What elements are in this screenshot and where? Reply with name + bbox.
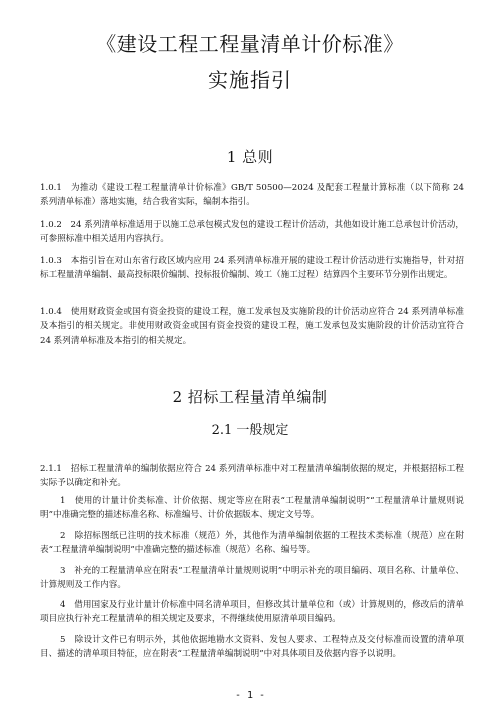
section-2-1-heading: 2.1 一般规定 [211, 423, 289, 438]
list-item-5: 5 除设计文件已有明示外，其他依据地勘水文资料、发包人要求、工程特点及交付标准而设置的清单项目、描述的清单项目特征，应在附表“工程量清单编制说明”中对具体项目及依据内容予以说明。 [40, 635, 464, 660]
page-number: - 1 - [234, 690, 266, 701]
list-item-3: 3 补充的工程量清单应在附表“工程量清单计量规则说明”中明示补充的项目编码、项目名称、计量单位、计算规则及工作内容。 [40, 566, 464, 591]
clause-1-0-1: 1.0.1 为推动《建设工程工程量清单计价标准》GB/T 50500—2024 及配套工程量计算标准（以下简称 24 系列清单标准）落地实施，结合我省实际，编制本指引。 [40, 183, 464, 208]
clause-1-0-2: 1.0.2 24 系列清单标准适用于以施工总承包模式发包的建设工程计价活动，其他如设计施工总承包计价活动，可参照标准中相关适用内容执行。 [40, 220, 464, 245]
clause-1-0-4: 1.0.4 使用财政资金或国有资金投资的建设工程，施工发承包及实施阶段的计价活动应符合 24 系列清单标准及本指引的相关规定。非使用财政资金或国有资金投资的建设工程，施工发承包及实施阶段的计价活动宜符合 24 系列清单标准及本指引的相关规定。 [40, 307, 464, 346]
document-title: 《建设工程工程量清单计价标准》 [96, 32, 404, 56]
list-item-1: 1 使用的计量计价类标准、计价依据、规定等应在附表“工程量清单编制说明”“工程量清单计量规则说明”中准确完整的描述标准名称、标准编号、计价依据版本、规定文号等。 [40, 496, 464, 521]
clause-2-1-1: 2.1.1 招标工程量清单的编制依据应符合 24 系列清单标准中对工程量清单编制依据的规定，并根据招标工程实际予以确定和补充。 [40, 464, 464, 489]
section-1-heading: 1 总则 [226, 148, 274, 166]
section-2-heading: 2 招标工程量清单编制 [172, 388, 328, 406]
document-subtitle: 实施指引 [208, 68, 292, 92]
clause-1-0-3: 1.0.3 本指引旨在对山东省行政区域内应用 24 系列清单标准开展的建设工程计价活动进行实施指导，针对招标工程量清单编制、最高投标限价编制、投标报价编制、竣工（施工过程）结算四个主要环节分别作出规定。 [40, 256, 464, 281]
list-item-4: 4 借用国家及行业计量计价标准中同名清单项目，但修改其计量单位和（或）计算规则的，修改后的清单项目应执行补充工程量清单的相关规定及要求，不得继续使用原清单项目编码。 [40, 600, 464, 625]
list-item-2: 2 除招标图纸已注明的技术标准（规范）外，其他作为清单编制依据的工程技术类标准（规范）应在附表“工程量清单编制说明”中准确完整的描述标准（规范）名称、编号等。 [40, 531, 464, 556]
